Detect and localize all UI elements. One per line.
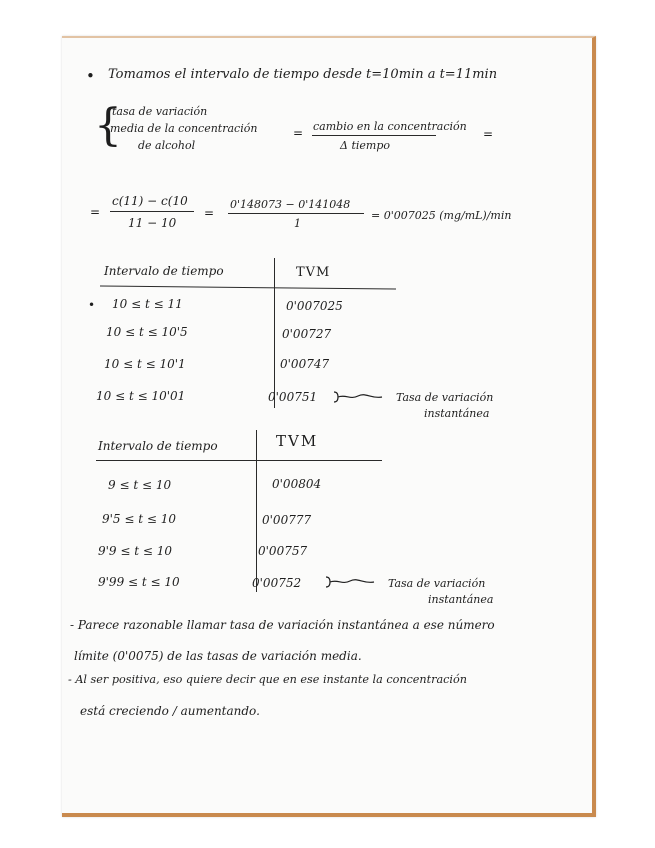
- conclusion-line-3: - Al ser positiva, eso quiere decir que en ese instante la concentración: [68, 673, 467, 686]
- definition-brace: {: [94, 100, 122, 151]
- table1-row-1-interval: 10 ≤ t ≤ 11: [112, 297, 183, 311]
- table2-row-4-interval: 9'99 ≤ t ≤ 10: [98, 575, 180, 589]
- definition-line-2: media de la concentración: [110, 122, 258, 135]
- table1-header-interval: Intervalo de tiempo: [104, 264, 224, 278]
- table2-row-4-tvm: 0'00752: [252, 576, 302, 590]
- table1-row-4-tvm: 0'00751: [268, 390, 318, 404]
- conclusion-line-1: - Parece razonable llamar tasa de variación instantánea a ese número: [70, 618, 495, 632]
- intro-bullet: •: [86, 67, 95, 85]
- notebook-page: [62, 36, 596, 817]
- table1-row-3-tvm: 0'00747: [280, 357, 330, 371]
- calc-equals-start: =: [90, 205, 101, 219]
- table1-note-line-2: instantánea: [424, 407, 490, 420]
- calc-fraction-bar-1: [110, 211, 194, 212]
- table1-row-3-interval: 10 ≤ t ≤ 10'1: [104, 357, 186, 371]
- calc-denominator: 11 − 10: [128, 216, 177, 230]
- table2-row-3-interval: 9'9 ≤ t ≤ 10: [98, 544, 173, 558]
- table1-bullet: •: [88, 298, 96, 312]
- conclusion-line-2: límite (0'0075) de las tasas de variación media.: [74, 649, 362, 663]
- table2-header-rule: [96, 460, 382, 461]
- table1-arrow-squiggle: [334, 390, 384, 406]
- table2-note-line-2: instantánea: [428, 593, 494, 606]
- calc-numerator: c(11) − c(10: [112, 194, 188, 208]
- table1-header-tvm: TVM: [296, 265, 331, 280]
- table2-column-rule: [256, 430, 257, 592]
- table2-note-line-1: Tasa de variación: [388, 577, 486, 590]
- definition-equals: =: [293, 126, 304, 140]
- calc-result: = 0'007025 (mg/mL)/min: [371, 209, 512, 222]
- calc-equals-2: =: [204, 206, 215, 220]
- table2-row-3-tvm: 0'00757: [258, 544, 308, 558]
- table1-row-4-interval: 10 ≤ t ≤ 10'01: [96, 389, 186, 403]
- definition-denominator: Δ tiempo: [340, 139, 390, 152]
- intro-text: Tomamos el intervalo de tiempo desde t=10min a t=11min: [108, 67, 498, 82]
- table1-row-2-tvm: 0'00727: [282, 327, 332, 341]
- calc-fraction-bar-2: [228, 213, 364, 214]
- table2-row-1-interval: 9 ≤ t ≤ 10: [108, 478, 172, 492]
- table1-row-1-tvm: 0'007025: [286, 299, 343, 313]
- definition-equals-end: =: [483, 127, 494, 141]
- table1-column-rule: [274, 258, 275, 408]
- table2-header-interval: Intervalo de tiempo: [98, 439, 218, 453]
- conclusion-line-4: está creciendo / aumentando.: [80, 704, 260, 718]
- calc-numerator-2: 0'148073 − 0'141048: [230, 198, 351, 211]
- definition-line-1: tasa de variación: [112, 105, 208, 118]
- table1-note-line-1: Tasa de variación: [396, 391, 494, 404]
- definition-fraction-bar: [312, 135, 436, 136]
- table2-row-2-tvm: 0'00777: [262, 513, 312, 527]
- table2-row-1-tvm: 0'00804: [272, 477, 322, 491]
- calc-denominator-2: 1: [294, 217, 301, 230]
- table2-row-2-interval: 9'5 ≤ t ≤ 10: [102, 512, 177, 526]
- table1-row-2-interval: 10 ≤ t ≤ 10'5: [106, 325, 188, 339]
- table2-header-tvm: TVM: [276, 432, 319, 450]
- table2-arrow-squiggle: [326, 575, 376, 591]
- definition-numerator: cambio en la concentración: [313, 120, 467, 133]
- definition-line-3: de alcohol: [138, 139, 196, 152]
